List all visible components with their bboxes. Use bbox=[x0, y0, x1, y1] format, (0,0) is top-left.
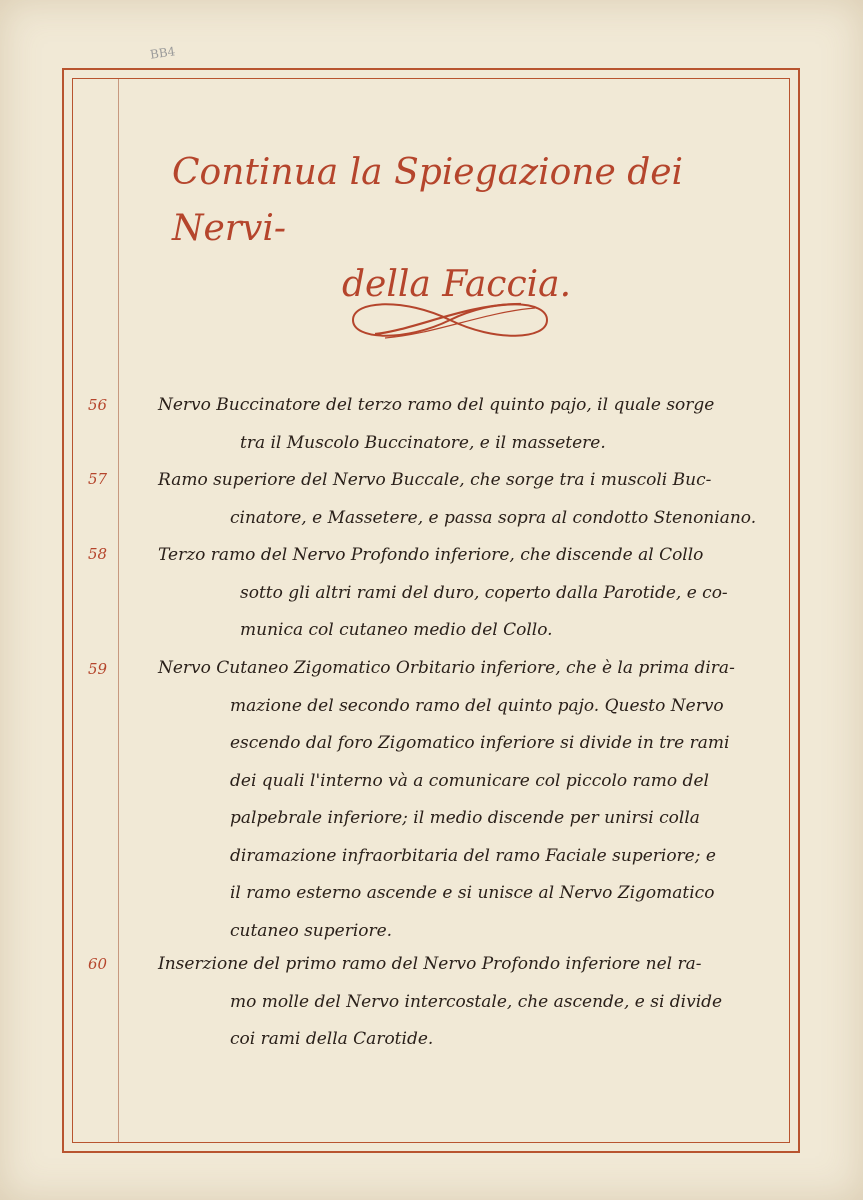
entry-line: Nervo Buccinatore del terzo ramo del quinto pajo, il quale sorge bbox=[158, 395, 715, 415]
entry-line: dei quali l'interno và a comunicare col piccolo ramo del bbox=[230, 770, 709, 791]
entry-line: Terzo ramo del Nervo Profondo inferiore, che discende al Collo bbox=[158, 545, 704, 565]
entry-line: mo molle del Nervo intercostale, che ascende, e si divide bbox=[230, 991, 723, 1012]
entry-57 bbox=[158, 462, 778, 537]
entry-line: Inserzione del primo ramo del Nervo Profondo inferiore nel ra- bbox=[158, 954, 702, 974]
entry-number-56: 56 bbox=[88, 396, 108, 414]
pencil-mark: BB4 bbox=[149, 44, 177, 62]
margin-rule bbox=[118, 79, 119, 1142]
entry-line: il ramo esterno ascende e si unisce al Nervo Zigomatico bbox=[230, 883, 715, 903]
entry-line: tra il Muscolo Buccinatore, e il massetere. bbox=[240, 432, 606, 453]
entry-line: cinatore, e Massetere, e passa sopra al condotto Stenoniano. bbox=[230, 507, 757, 528]
entry-line: diramazione infraorbitaria del ramo Faciale superiore; e bbox=[230, 845, 716, 866]
entry-60 bbox=[158, 946, 778, 1059]
entry-line: Nervo Cutaneo Zigomatico Orbitario inferiore, che è la prima dira- bbox=[158, 658, 735, 678]
flourish-ornament bbox=[345, 290, 555, 350]
entry-58 bbox=[158, 537, 778, 650]
entry-number-57: 57 bbox=[88, 470, 108, 488]
entry-line: mazione del secondo ramo del quinto pajo. Questo Nervo bbox=[230, 695, 724, 716]
title-line-2: della Faccia. bbox=[342, 264, 572, 305]
entry-line: coi rami della Carotide. bbox=[230, 1029, 434, 1049]
entry-line: munica col cutaneo medio del Collo. bbox=[240, 620, 553, 640]
entry-number-60: 60 bbox=[88, 955, 108, 973]
title-line-1: Continua la Spiegazione dei Nervi- bbox=[172, 152, 684, 249]
entry-56 bbox=[158, 387, 778, 462]
entry-line: palpebrale inferiore; il medio discende per unirsi colla bbox=[230, 808, 700, 828]
entry-number-58: 58 bbox=[88, 545, 108, 563]
page-title bbox=[120, 145, 740, 313]
entry-59 bbox=[158, 650, 778, 950]
entry-line: Ramo superiore del Nervo Buccale, che sorge tra i muscoli Buc- bbox=[158, 470, 712, 490]
entry-line: escendo dal foro Zigomatico inferiore si divide in tre rami bbox=[230, 733, 730, 753]
entry-number-59: 59 bbox=[88, 660, 108, 678]
entry-line: sotto gli altri rami del duro, coperto dalla Parotide, e co- bbox=[240, 582, 728, 603]
entry-line: cutaneo superiore. bbox=[230, 920, 393, 941]
